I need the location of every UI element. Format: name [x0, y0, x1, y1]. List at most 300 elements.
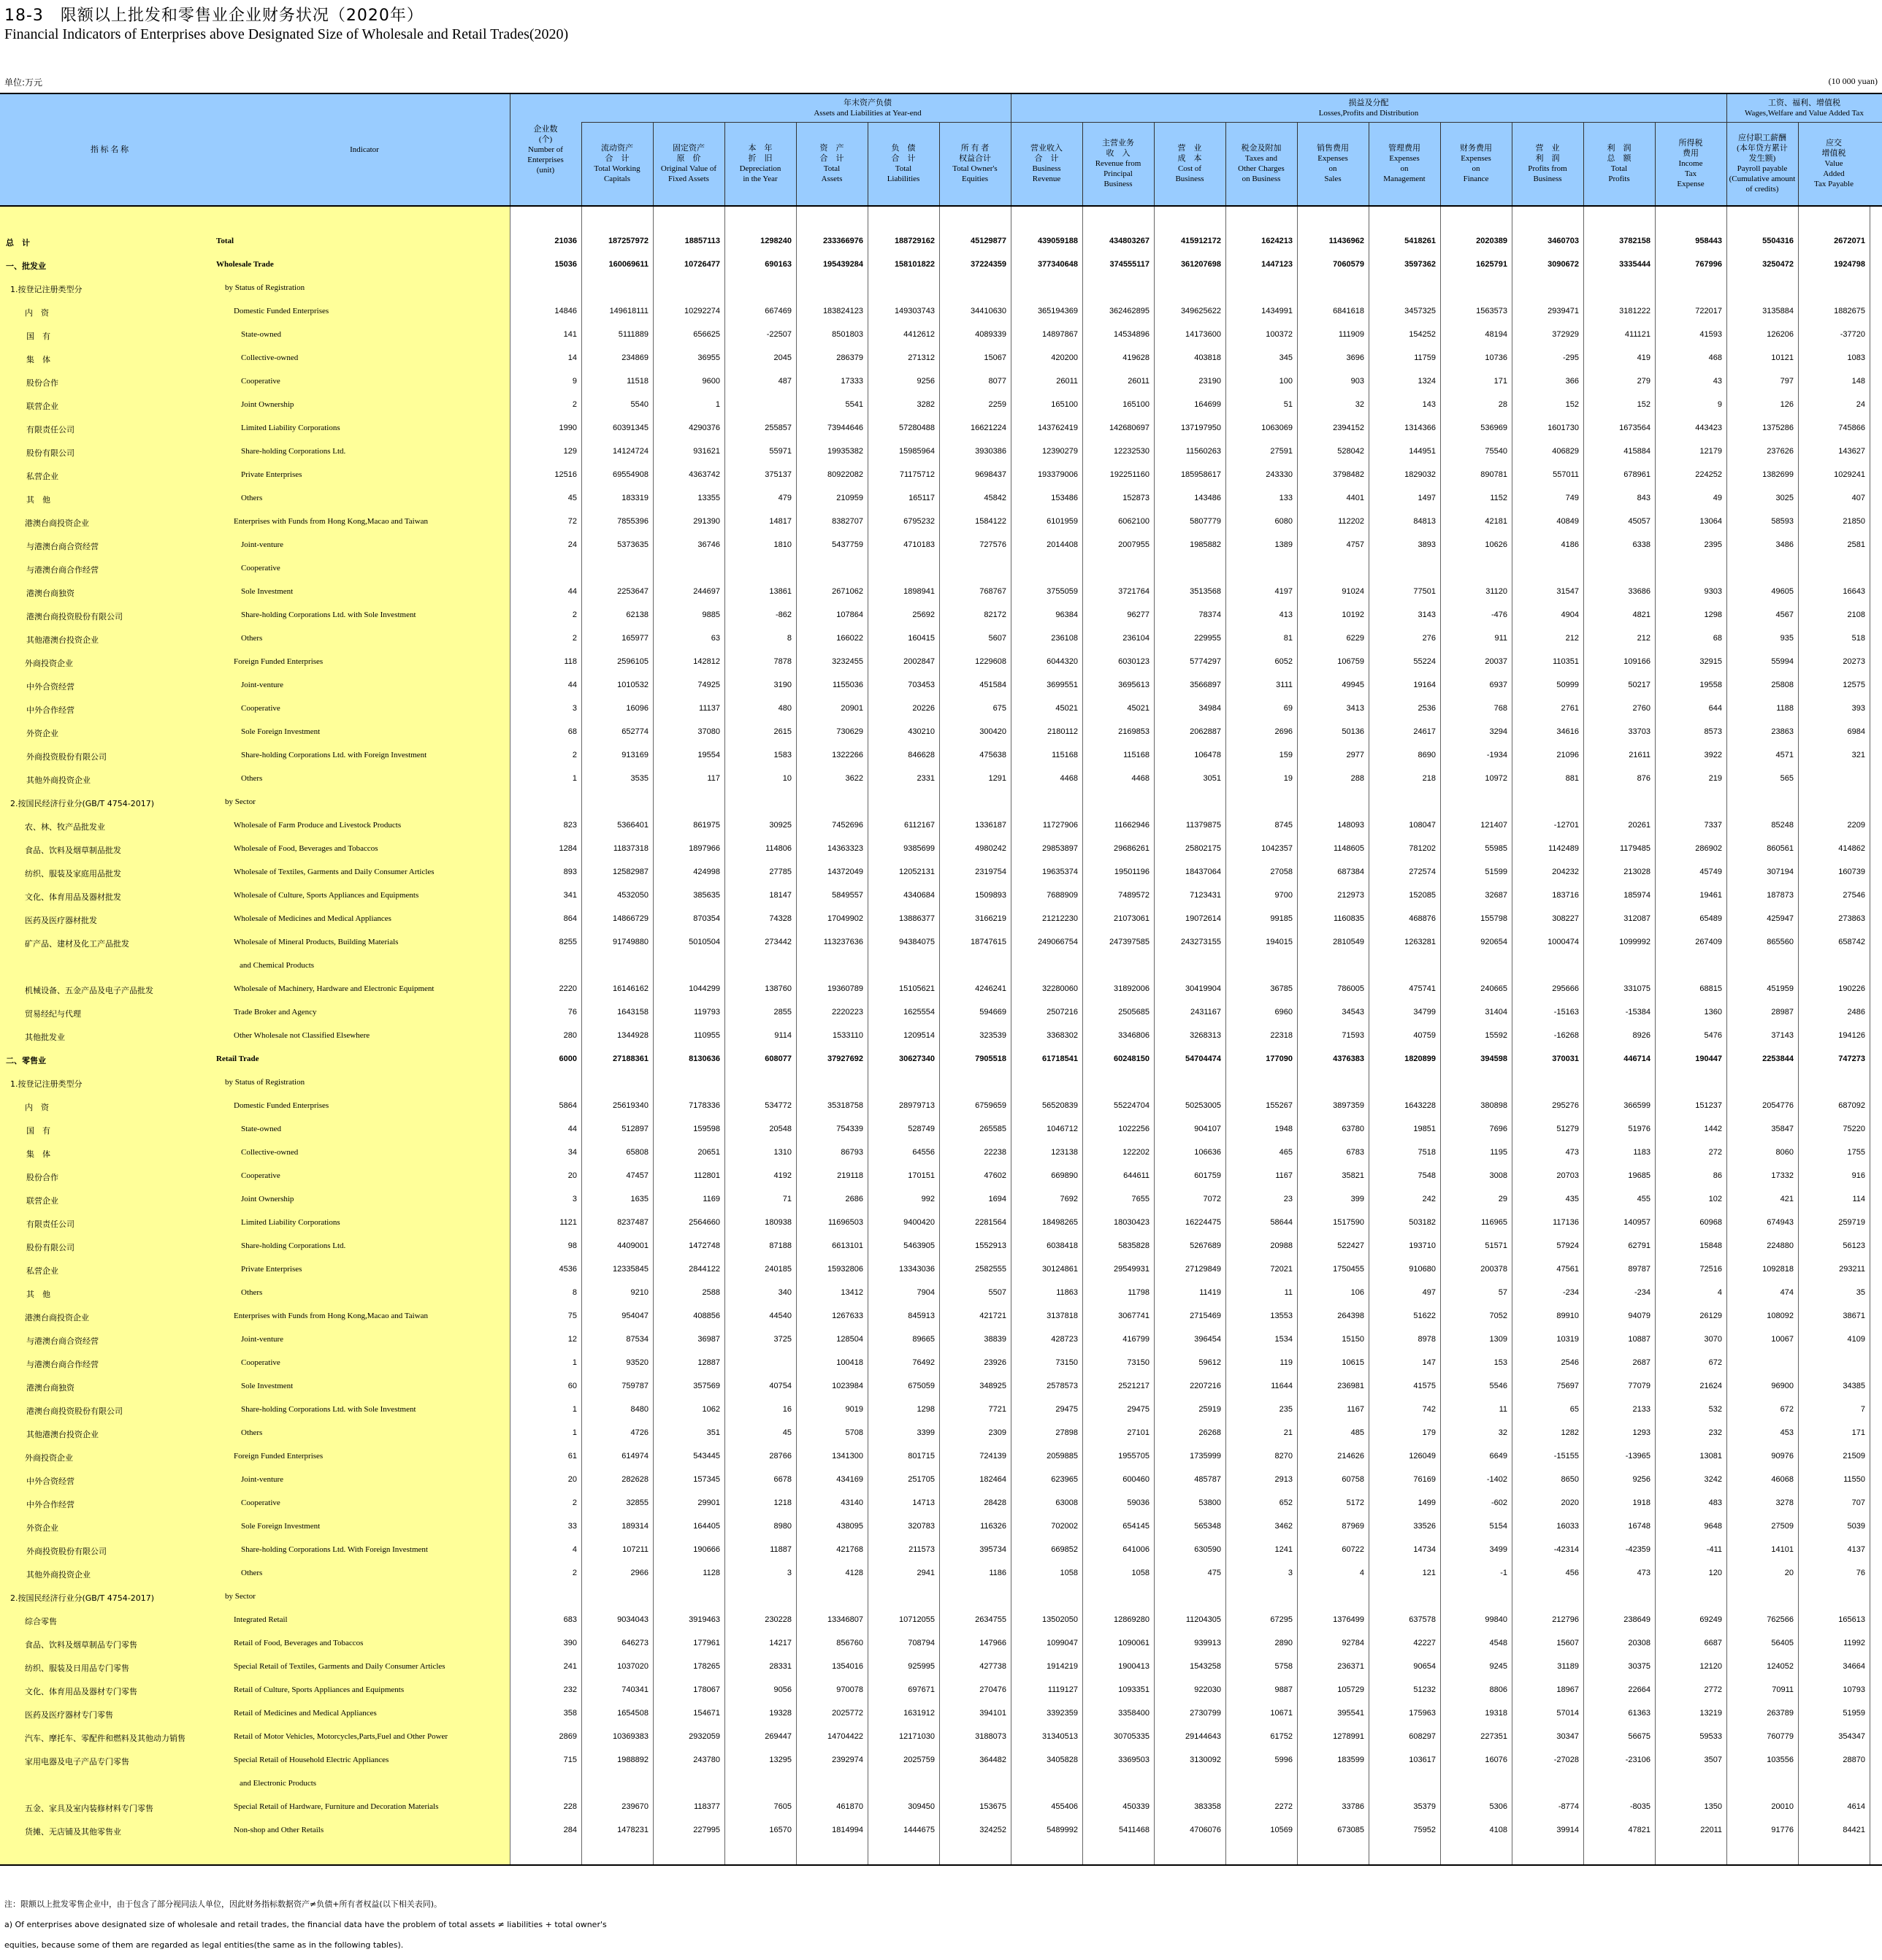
cell-value: 455406 — [1051, 1802, 1078, 1811]
cell-value: 98 — [567, 1241, 577, 1250]
cell-value: 1042357 — [1261, 844, 1293, 853]
cell-value: 870354 — [693, 914, 720, 923]
cell-value: 50999 — [1556, 681, 1579, 689]
cell-value: 2 — [572, 751, 577, 759]
cell-value: 6112167 — [903, 821, 935, 830]
cell-value: 2486 — [1847, 1008, 1865, 1017]
cell-value: 63 — [711, 634, 720, 643]
cell-value: 2715469 — [1190, 1312, 1221, 1320]
cell-value: 1354016 — [832, 1662, 863, 1671]
cell-value: 27898 — [1055, 1428, 1078, 1437]
cell-value: 893 — [563, 868, 577, 876]
row-label-en: Trade Broker and Agency — [234, 1008, 317, 1017]
row-label-en: Collective-owned — [241, 1148, 299, 1157]
cell-value: 34664 — [1843, 1662, 1865, 1671]
cell-value: -37720 — [1840, 330, 1865, 339]
table-row — [0, 651, 1882, 674]
cell-value: 2686 — [845, 1195, 863, 1203]
row-label-zh: 外商投资股份有限公司 — [26, 752, 107, 762]
cell-value: 29549931 — [1114, 1265, 1150, 1274]
cell-value: 565 — [1780, 774, 1794, 783]
cell-value: 187257972 — [608, 237, 649, 245]
cell-value: 120 — [1708, 1569, 1722, 1577]
cell-value: 11662946 — [1114, 821, 1150, 830]
cell-value: 148 — [1851, 377, 1865, 386]
cell-value: 183824123 — [822, 307, 863, 315]
cell-value: 14846 — [554, 307, 577, 315]
cell-value: 111909 — [1338, 330, 1364, 339]
row-label-zh: 其他批发业 — [25, 1033, 65, 1042]
cell-value: 1350 — [1704, 1802, 1722, 1811]
cell-value: 7548 — [1418, 1171, 1436, 1180]
row-label-zh: 联营企业 — [26, 1196, 58, 1206]
cell-value: 2180112 — [1047, 727, 1078, 736]
table-row — [0, 791, 1882, 814]
cell-value: 3798482 — [1333, 470, 1364, 479]
cell-value: 87188 — [769, 1241, 792, 1250]
cell-value: 1046712 — [1047, 1125, 1078, 1133]
cell-value: 21611 — [1629, 751, 1650, 759]
cell-value: 1360 — [1704, 1008, 1722, 1017]
cell-value: 2431167 — [1190, 1008, 1221, 1017]
cell-value: 14713 — [912, 1498, 935, 1507]
cell-value: 3294 — [1489, 727, 1507, 736]
cell-value: 439059188 — [1037, 237, 1078, 245]
cell-value: 2582555 — [975, 1265, 1006, 1274]
cell-value: 2941 — [917, 1569, 935, 1577]
cell-value: 654145 — [1122, 1522, 1150, 1531]
cell-value: 106 — [1350, 1288, 1364, 1297]
cell-value: 185974 — [1623, 891, 1650, 900]
cell-value: 1533110 — [832, 1031, 863, 1040]
cell-value: 754339 — [836, 1125, 863, 1133]
cell-value: 4548 — [1489, 1639, 1507, 1647]
cell-value: 4246241 — [975, 984, 1006, 993]
cell-value: 3090672 — [1548, 260, 1579, 269]
cell-value: 72 — [567, 517, 577, 526]
row-label-en: Share-holding Corporations Ltd. With Foreign Investment — [241, 1545, 428, 1554]
cell-value: 1310 — [773, 1148, 792, 1157]
cell-value: 843 — [1637, 494, 1650, 502]
cell-value: 19360789 — [827, 984, 863, 993]
cell-value: 3 — [572, 704, 577, 713]
cell-value: 91024 — [1342, 587, 1364, 596]
cell-value: 19328 — [769, 1709, 792, 1718]
cell-value: 5758 — [1274, 1662, 1293, 1671]
row-label-en: Cooperative — [241, 564, 280, 573]
cell-value: 747273 — [1838, 1054, 1865, 1063]
cell-value: 30925 — [769, 821, 792, 830]
row-label-en: Private Enterprises — [241, 1265, 302, 1274]
row-label-zh: 港澳台商独资 — [26, 1383, 74, 1393]
cell-value: 324252 — [979, 1826, 1006, 1834]
cell-value: 630590 — [1194, 1545, 1221, 1554]
cell-value: 13064 — [1699, 517, 1722, 526]
table-row — [0, 1118, 1882, 1141]
cell-value: -411 — [1706, 1545, 1722, 1554]
cell-value: 1918 — [1632, 1498, 1650, 1507]
cell-value: 147 — [1422, 1358, 1436, 1367]
cell-value: 77501 — [1413, 587, 1436, 596]
cell-value: 21036 — [554, 237, 577, 245]
cell-value: 1914219 — [1047, 1662, 1078, 1671]
cell-value: 497 — [1422, 1288, 1436, 1297]
cell-value: 32 — [1355, 400, 1364, 409]
cell-value: 434169 — [836, 1475, 863, 1484]
cell-value: 5172 — [1346, 1498, 1364, 1507]
cell-value: 180938 — [765, 1218, 792, 1227]
cell-value: 12390279 — [1042, 447, 1078, 456]
cell-value: 321 — [1851, 751, 1865, 759]
cell-value: 33526 — [1413, 1522, 1436, 1531]
row-label-en: Cooperative — [241, 1498, 280, 1507]
cell-value: 2596105 — [617, 657, 649, 666]
cell-value: 351 — [706, 1428, 720, 1437]
cell-value: 12232530 — [1114, 447, 1150, 456]
cell-value: 1241 — [1274, 1545, 1293, 1554]
cell-value: 94384075 — [899, 938, 935, 946]
cell-value: 18437064 — [1185, 868, 1221, 876]
cell-value: 28766 — [769, 1452, 792, 1461]
row-label-en: Cooperative — [241, 704, 280, 713]
cell-value: 61363 — [1628, 1709, 1650, 1718]
cell-value: 703453 — [908, 681, 935, 689]
table-row — [0, 1025, 1882, 1048]
cell-value: 1625791 — [1476, 260, 1507, 269]
cell-value: 10626 — [1485, 540, 1507, 549]
cell-value: 50136 — [1342, 727, 1364, 736]
cell-value: 312087 — [1623, 914, 1650, 923]
row-label-en: Joint Ownership — [241, 1195, 294, 1203]
cell-value: 483 — [1708, 1498, 1722, 1507]
footnote-en-1: a) Of enterprises above designated size of wholesale and retail trades, the financial data have the problem of total assets ≠ liabilities + total owner's — [4, 1920, 607, 1929]
cell-value: 6687 — [1704, 1639, 1722, 1647]
cell-value: 26011 — [1128, 377, 1150, 386]
cell-value: 54704474 — [1185, 1054, 1221, 1063]
cell-value: 123138 — [1051, 1148, 1078, 1157]
cell-value: 19685 — [1628, 1171, 1650, 1180]
cell-value: 170151 — [908, 1171, 935, 1180]
cell-value: 3699551 — [1047, 681, 1078, 689]
cell-value: 13219 — [1699, 1709, 1722, 1718]
cell-value: 8926 — [1632, 1031, 1650, 1040]
row-label-en: Foreign Funded Enterprises — [234, 657, 324, 666]
table-row — [0, 464, 1882, 487]
cell-value: 11798 — [1128, 1288, 1150, 1297]
row-label-zh: 总 计 — [6, 238, 30, 248]
cell-value: 10712055 — [899, 1615, 935, 1624]
cell-value: 18498265 — [1042, 1218, 1078, 1227]
table-row — [0, 1188, 1882, 1211]
cell-value: 5411468 — [1118, 1826, 1150, 1834]
cell-value: 1 — [715, 400, 720, 409]
cell-value: 7 — [1860, 1405, 1865, 1414]
cell-value: 9019 — [845, 1405, 863, 1414]
cell-value: 455 — [1637, 1195, 1650, 1203]
group-header-wages-vat: 工资、福利、增值税 Wages,Welfare and Value Added Tax — [1745, 99, 1864, 118]
cell-value: 3460703 — [1548, 237, 1579, 245]
cell-value: 29475 — [1055, 1405, 1078, 1414]
table-row — [0, 510, 1882, 534]
cell-value: 702002 — [1051, 1522, 1078, 1531]
cell-value: -1402 — [1486, 1475, 1507, 1484]
cell-value: 105729 — [1337, 1685, 1364, 1694]
cell-value: 112801 — [694, 1171, 720, 1180]
cell-value: 236371 — [1337, 1662, 1364, 1671]
cell-value: 1601730 — [1548, 424, 1579, 432]
cell-value: 4536 — [559, 1265, 577, 1274]
cell-value: 2932059 — [689, 1732, 720, 1741]
cell-value: 192251160 — [1109, 470, 1150, 479]
cell-value: 3721764 — [1118, 587, 1150, 596]
cell-value: 6759659 — [975, 1101, 1006, 1110]
row-label-en: Integrated Retail — [234, 1615, 288, 1624]
cell-value: 8 — [572, 1288, 577, 1297]
row-label-zh: 中外合作经营 — [26, 705, 74, 715]
cell-value: 2220223 — [832, 1008, 863, 1017]
cell-value: 5154 — [1489, 1522, 1507, 1531]
cell-value: 93520 — [626, 1358, 649, 1367]
cell-value: 21509 — [1843, 1452, 1865, 1461]
cell-value: 177961 — [693, 1639, 720, 1647]
cell-value: 75540 — [1485, 447, 1507, 456]
table-row — [0, 674, 1882, 697]
cell-value: 7123431 — [1190, 891, 1221, 900]
cell-value: 20308 — [1628, 1639, 1650, 1647]
cell-value: 21624 — [1699, 1382, 1722, 1390]
cell-value: 358 — [563, 1709, 577, 1718]
cell-value: 480 — [778, 704, 792, 713]
cell-value: 18967 — [1556, 1685, 1579, 1694]
page-title-zh: 18-3 限额以上批发和零售业企业财务状况（2020年） — [4, 7, 424, 25]
cell-value: 46068 — [1771, 1475, 1794, 1484]
cell-value: 14866729 — [613, 914, 649, 923]
cell-value: 3232455 — [832, 657, 863, 666]
cell-value: 2253647 — [617, 587, 649, 596]
cell-value: 608297 — [1409, 1732, 1436, 1741]
cell-value: 4 — [1359, 1569, 1364, 1577]
cell-value: 1099047 — [1047, 1639, 1078, 1647]
cell-value: 6960 — [1274, 1008, 1293, 1017]
cell-value: 8480 — [630, 1405, 649, 1414]
cell-value: 126049 — [1409, 1452, 1436, 1461]
cell-value: -12701 — [1553, 821, 1579, 830]
cell-value: 465 — [1279, 1148, 1293, 1157]
cell-value: 76 — [567, 1008, 577, 1017]
cell-value: 13502050 — [1042, 1615, 1078, 1624]
cell-value: 3696 — [1346, 353, 1364, 362]
row-label-en: Sole Investment — [241, 587, 294, 596]
cell-value: 45057 — [1628, 517, 1650, 526]
cell-value: 12 — [567, 1335, 577, 1344]
cell-value: 45749 — [1699, 868, 1722, 876]
cell-value: 90654 — [1413, 1662, 1436, 1671]
cell-value: 143627 — [1838, 447, 1865, 456]
cell-value: 100418 — [836, 1358, 863, 1367]
cell-value: 110351 — [1553, 657, 1579, 666]
row-label-en: and Chemical Products — [240, 961, 315, 970]
cell-value: 357569 — [693, 1382, 720, 1390]
cell-value: 740341 — [621, 1685, 649, 1694]
cell-value: 600460 — [1122, 1475, 1150, 1484]
cell-value: 323539 — [979, 1031, 1006, 1040]
cell-value: 2 — [572, 400, 577, 409]
cell-value: 1218 — [773, 1498, 792, 1507]
cell-value: 675059 — [908, 1382, 935, 1390]
cell-value: 1563573 — [1476, 307, 1507, 315]
cell-value: 30347 — [1556, 1732, 1579, 1741]
cell-value: 646273 — [621, 1639, 649, 1647]
cell-value: 28987 — [1771, 1008, 1794, 1017]
table-row — [0, 1539, 1882, 1562]
cell-value: 3922 — [1704, 751, 1722, 759]
cell-value: 9 — [1717, 400, 1722, 409]
cell-value: -234 — [1562, 1288, 1579, 1297]
cell-value: 1447123 — [1261, 260, 1293, 269]
cell-value: 5373635 — [617, 540, 649, 549]
cell-value: 16096 — [626, 704, 649, 713]
cell-value: 75 — [567, 1312, 577, 1320]
cell-value: 22664 — [1628, 1685, 1650, 1694]
cell-value: 2392974 — [832, 1756, 863, 1764]
table-row — [0, 744, 1882, 767]
cell-value: 185958617 — [1180, 470, 1221, 479]
cell-value: 1314366 — [1404, 424, 1436, 432]
cell-value: 103617 — [1409, 1756, 1436, 1764]
cell-value: 904107 — [1194, 1125, 1221, 1133]
row-label-en: Foreign Funded Enterprises — [234, 1452, 324, 1461]
cell-value: 2772 — [1704, 1685, 1722, 1694]
cell-value: 903 — [1350, 377, 1364, 386]
row-label-zh: 农、林、牧产品批发业 — [25, 822, 105, 832]
cell-value: 1148605 — [1333, 844, 1364, 853]
row-label-zh: 外商投资股份有限公司 — [26, 1547, 107, 1556]
cell-value: 890781 — [1480, 470, 1507, 479]
cell-value: 7072 — [1203, 1195, 1221, 1203]
cell-value: 32855 — [626, 1498, 649, 1507]
cell-value: 768 — [1493, 704, 1507, 713]
cell-value: -862 — [775, 610, 792, 619]
cell-value: 166022 — [836, 634, 863, 643]
row-label-en: Others — [241, 774, 263, 783]
cell-value: 19501196 — [1114, 868, 1150, 876]
cell-value: 767996 — [1695, 260, 1722, 269]
cell-value: 10972 — [1485, 774, 1507, 783]
cell-value: 485 — [1350, 1428, 1364, 1437]
cell-value: 264398 — [1337, 1312, 1364, 1320]
cell-value: 3930386 — [975, 447, 1006, 456]
cell-value: 2671062 — [832, 587, 863, 596]
cell-value: 110955 — [694, 1031, 720, 1040]
row-label-zh: 港澳台商投资企业 — [25, 518, 89, 528]
cell-value: 15985964 — [899, 447, 935, 456]
cell-value: 267409 — [1695, 938, 1722, 946]
cell-value: 15932806 — [827, 1265, 863, 1274]
cell-value: 3135884 — [1762, 307, 1794, 315]
cell-value: 71 — [782, 1195, 792, 1203]
cell-value: 9700 — [1274, 891, 1293, 900]
cell-value: 4340684 — [903, 891, 935, 900]
cell-value: 193710 — [1409, 1241, 1436, 1250]
cell-value: -15384 — [1625, 1008, 1650, 1017]
cell-value: 438095 — [836, 1522, 863, 1531]
table-row — [0, 1702, 1882, 1726]
cell-value: 1336187 — [975, 821, 1006, 830]
cell-value: 60248150 — [1114, 1054, 1150, 1063]
row-label-zh: 文化、体育用品及器材专门零售 — [25, 1687, 137, 1696]
column-header-6: 负 债 合 计 Total Liabilities — [887, 144, 920, 183]
table-row — [0, 908, 1882, 931]
cell-value: 233366976 — [822, 237, 863, 245]
cell-value: 60 — [567, 1382, 577, 1390]
cell-value: 1099992 — [1619, 938, 1650, 946]
cell-value: 89910 — [1556, 1312, 1579, 1320]
cell-value: 309450 — [908, 1802, 935, 1811]
cell-value: 91749880 — [613, 938, 649, 946]
table-row — [0, 253, 1882, 277]
cell-value: 51622 — [1413, 1312, 1436, 1320]
cell-value: 38839 — [984, 1335, 1006, 1344]
cell-value: 72021 — [1270, 1265, 1293, 1274]
cell-value: 1324 — [1418, 377, 1436, 386]
cell-value: 749 — [1565, 494, 1579, 502]
cell-value: 115168 — [1052, 751, 1078, 759]
cell-value: 856760 — [836, 1639, 863, 1647]
cell-value: 56123 — [1843, 1241, 1865, 1250]
cell-value: 212 — [1565, 634, 1579, 643]
cell-value: 475 — [1207, 1569, 1221, 1577]
cell-value: 8690 — [1418, 751, 1436, 759]
cell-value: 6052 — [1274, 657, 1293, 666]
cell-value: 10615 — [1342, 1358, 1364, 1367]
column-header-15: 营 业 利 润 Profits from Business — [1528, 144, 1567, 183]
row-label-en: Domestic Funded Enterprises — [234, 307, 329, 315]
row-label-zh: 1.按登记注册类型分 — [10, 1079, 83, 1089]
cell-value: 65808 — [626, 1148, 649, 1157]
cell-value: 1750455 — [1333, 1265, 1364, 1274]
row-label-zh: 2.按国民经济行业分(GB/T 4754-2017) — [10, 1593, 155, 1603]
row-label-en: Collective-owned — [241, 353, 299, 362]
row-label-zh: 文化、体育用品及器材批发 — [25, 892, 121, 902]
cell-value: 27188361 — [613, 1054, 649, 1063]
cell-value: 1322266 — [832, 751, 863, 759]
cell-value: 594669 — [979, 1008, 1006, 1017]
cell-value: 479 — [778, 494, 792, 502]
cell-value: 142680697 — [1109, 424, 1150, 432]
table-header — [0, 93, 1882, 207]
cell-value: 2014408 — [1047, 540, 1078, 549]
cell-value: 22238 — [984, 1148, 1006, 1157]
cell-value: 2062887 — [1190, 727, 1221, 736]
cell-value: 35318758 — [827, 1101, 863, 1110]
cell-value: 4137 — [1847, 1545, 1865, 1554]
cell-value: 34616 — [1556, 727, 1579, 736]
cell-value: 8980 — [773, 1522, 792, 1531]
indicator-header-zh: 指 标 名 称 — [90, 145, 129, 154]
cell-value: 44 — [567, 587, 577, 596]
cell-value: 4532050 — [617, 891, 649, 900]
cell-value: 29 — [1498, 1195, 1507, 1203]
cell-value: 108092 — [1767, 1312, 1794, 1320]
cell-value: 1810 — [773, 540, 792, 549]
cell-value: 20901 — [841, 704, 863, 713]
cell-value: 182464 — [979, 1475, 1006, 1484]
cell-value: 1898941 — [903, 587, 935, 596]
cell-value: 6783 — [1346, 1148, 1364, 1157]
cell-value: 165613 — [1838, 1615, 1865, 1624]
row-label-zh: 其他港澳台投资企业 — [26, 1430, 99, 1439]
row-label-zh: 家用电器及电子产品专门零售 — [25, 1757, 129, 1766]
